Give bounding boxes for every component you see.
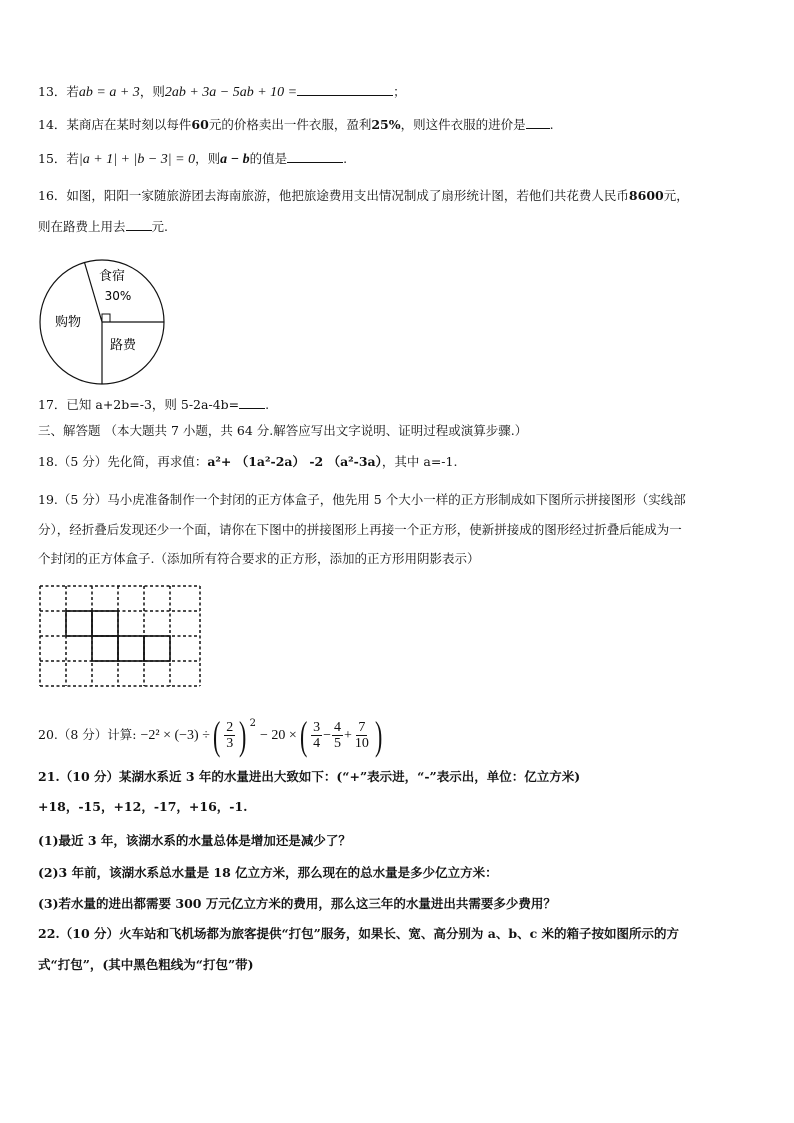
q14-price: 60 [191, 117, 209, 132]
cube-net-squares [66, 611, 170, 661]
q20-term-a: −2² × (−3) ÷ [140, 728, 210, 744]
net-square[interactable] [92, 611, 118, 636]
q13-end: ； [393, 84, 406, 99]
pie-label-shopping: 购物 [54, 315, 82, 330]
q18-tail: ，其中 a=-1. [381, 454, 458, 469]
fraction-3-4 [311, 720, 322, 751]
q13-mid: ，则 [139, 84, 165, 99]
q13-number: 13．若 [38, 84, 79, 99]
net-square[interactable] [144, 636, 170, 661]
answer-blank[interactable] [297, 83, 393, 96]
q15-end-text: 的值是 [249, 151, 288, 166]
fraction-2-3 [224, 720, 235, 751]
question-21-part-1: (1)最近 3 年，该湖水系的水量总体是增加还是减少了？ [38, 833, 351, 848]
cube-net-grid [38, 584, 202, 690]
question-21-part-3: (3)若水量的进出都需要 300 万元亿立方米的费用，那么这三年的水量进出共需要多少费用？ [38, 896, 556, 911]
net-square[interactable] [118, 636, 144, 661]
q16-unit: 元， [663, 188, 689, 203]
question-21-line-1: 21.（10 分）某湖水系近 3 年的水量进出大致如下：(“+”表示进，“-”表示出，单位：亿立方米) [38, 769, 581, 784]
q15-mid: ，则 [195, 151, 221, 166]
right-angle-mark [102, 314, 110, 322]
q14-text-b: 元的价格卖出一件衣服，盈利 [208, 117, 372, 132]
q15-number: 15．若 [38, 151, 79, 166]
right-paren: ) [239, 712, 247, 758]
q17-end: . [265, 397, 270, 412]
q15-target: a − b [220, 152, 250, 167]
question-16-line-1 [38, 187, 689, 205]
frac-num: 3 [313, 720, 321, 736]
q14-text-c: ，则这件衣服的进价是 [400, 117, 526, 132]
fraction-7-10 [353, 720, 371, 751]
q17-text: 17．已知 a+2b=-3，则 5-2a-4b= [38, 397, 240, 412]
question-16-line-2 [38, 218, 168, 236]
frac-den: 10 [354, 736, 369, 752]
q18-expression: a²+ （1a²-2a） -2 （a²-3a） [207, 454, 382, 469]
question-21-part-2: (2)3 年前，该湖水系总水量是 18 亿立方米，那么现在的总水量是多少亿立方米： [38, 865, 498, 880]
q20-number: 20.（8 分）计算: [38, 727, 137, 743]
pie-percent-food: 30% [104, 289, 132, 303]
question-19-line-1: 19.（5 分）马小虎准备制作一个封闭的正方体盒子，他先用 5 个大小一样的正方形制成如下图所示拼接图形（实线部 [38, 492, 686, 507]
q20-term-b: − 20 × [259, 728, 297, 744]
question-22-line-1: 22.（10 分）火车站和飞机场都为旅客提供“打包”服务，如果长、宽、高分别为 a、b、c 米的箱子按如图所示的方 [38, 926, 680, 941]
pie-label-food: 食宿 [98, 269, 126, 284]
question-14 [38, 116, 554, 134]
minus-sign: − [323, 728, 331, 744]
q16-number: 16． [38, 188, 67, 203]
q15-end: . [343, 151, 348, 166]
question-17 [38, 396, 269, 414]
frac-den: 3 [226, 736, 234, 752]
answer-blank[interactable] [239, 396, 265, 409]
left-paren: ( [299, 712, 308, 758]
q14-profit: 25% [371, 117, 401, 132]
q14-text-a: 某商店在某时刻以每件 [66, 117, 192, 132]
question-20 [38, 712, 385, 758]
q16-amount: 8600 [628, 188, 664, 203]
frac-den: 4 [313, 736, 321, 752]
question-18 [38, 453, 457, 471]
section-title: 三、解答题 [38, 423, 101, 438]
net-square[interactable] [66, 611, 92, 636]
question-19-line-2: 分），经折叠后发现还少一个面，请你在下图中的拼接图形上再接一个正方形，使新拼接成的图形经过折叠后能成为一 [38, 522, 682, 537]
fraction-4-5 [332, 720, 343, 751]
section-desc: （本大题共 7 小题，共 64 分.解答应写出文字说明、证明过程或演算步骤.） [104, 423, 528, 438]
left-paren: ( [212, 712, 221, 758]
q16-text: 如图，阳阳一家随旅游团去海南旅游，他把旅途费用支出情况制成了扇形统计图，若他们共花费人民币 [66, 188, 629, 203]
net-square[interactable] [92, 636, 118, 661]
q15-expression: |a + 1| + |b − 3| = 0 [78, 152, 196, 167]
q14-number: 14． [38, 117, 67, 132]
q18-text: 先化简，再求值： [107, 454, 208, 469]
exponent: 2 [249, 718, 256, 729]
answer-blank[interactable] [287, 150, 343, 163]
section-header [38, 422, 527, 440]
answer-blank[interactable] [526, 116, 550, 129]
q13-given: ab = a + 3 [78, 85, 140, 100]
frac-num: 2 [226, 720, 234, 736]
q18-number: 18.（5 分） [38, 454, 108, 469]
plus-sign: + [343, 728, 352, 744]
right-paren: ) [374, 712, 383, 758]
question-13 [38, 83, 406, 102]
pie-chart-figure [36, 256, 168, 388]
question-15 [38, 150, 347, 169]
answer-blank[interactable] [126, 218, 152, 231]
question-22-line-2: 式“打包”，(其中黑色粗线为“打包”带) [38, 957, 254, 972]
question-21-values: +18，-15，+12，-17，+16，-1. [38, 799, 248, 814]
frac-den: 5 [333, 736, 341, 752]
q14-end: . [549, 117, 554, 132]
q16-end: 元. [151, 219, 168, 234]
frac-num: 7 [358, 720, 366, 736]
q16-text-2: 则在路费上用去 [38, 219, 126, 234]
frac-num: 4 [333, 720, 341, 736]
question-19-line-3: 个封闭的正方体盒子.（添加所有符合要求的正方形，添加的正方形用阴影表示） [38, 551, 480, 566]
pie-label-travel: 路费 [109, 338, 137, 353]
q13-expression: 2ab + 3a − 5ab + 10 = [164, 85, 298, 100]
